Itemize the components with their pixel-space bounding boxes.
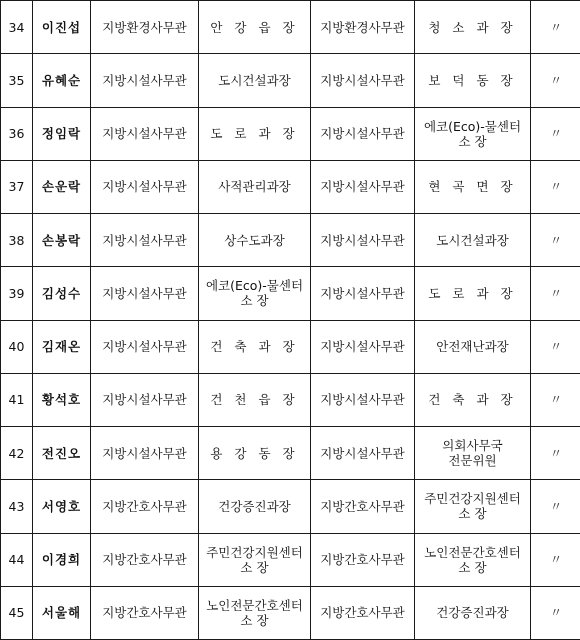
- remark-ditto-text: 〃: [550, 392, 563, 407]
- new-rank: [311, 54, 415, 107]
- row-number-text: 45: [9, 605, 25, 620]
- current-rank-text: 지방시설사무관: [102, 126, 187, 141]
- row-number-text: 39: [9, 286, 25, 301]
- table-row: [1, 267, 580, 320]
- new-position-text: 도 로 과 장: [428, 286, 516, 301]
- person-name-text: 손봉락: [42, 233, 81, 248]
- row-number-text: 37: [9, 179, 25, 194]
- new-rank: [311, 1, 415, 54]
- row-number-text: 43: [9, 499, 25, 514]
- current-rank: [91, 427, 199, 480]
- person-name: [33, 427, 91, 480]
- current-position: [199, 54, 311, 107]
- current-position-text: 주민건강지원센터 소 장: [206, 545, 303, 575]
- person-name-text: 정임락: [42, 126, 81, 141]
- new-rank-text: 지방시설사무관: [320, 446, 405, 461]
- remark-ditto: [531, 54, 580, 107]
- current-position: [199, 480, 311, 533]
- remark-ditto-text: 〃: [550, 446, 563, 461]
- remark-ditto: [531, 107, 580, 160]
- new-rank-text: 지방시설사무관: [320, 179, 405, 194]
- current-rank: [91, 1, 199, 54]
- current-rank-text: 지방시설사무관: [102, 233, 187, 248]
- current-rank-text: 지방간호사무관: [102, 552, 187, 567]
- remark-ditto-text: 〃: [550, 605, 563, 620]
- current-rank: [91, 373, 199, 426]
- table-row: [1, 480, 580, 533]
- current-rank: [91, 480, 199, 533]
- new-position-text: 에코(Eco)-물센터 소 장: [424, 119, 521, 149]
- row-number-text: 44: [9, 552, 25, 567]
- current-rank: [91, 214, 199, 267]
- new-position: [415, 54, 531, 107]
- table-row: [1, 160, 580, 213]
- new-rank-text: 지방시설사무관: [320, 392, 405, 407]
- person-name-text: 김재온: [42, 339, 81, 354]
- remark-ditto: [531, 160, 580, 213]
- person-name-text: 전진오: [42, 446, 81, 461]
- current-rank: [91, 160, 199, 213]
- row-number-text: 40: [9, 339, 25, 354]
- row-number-text: 38: [9, 233, 25, 248]
- row-number-text: 36: [9, 126, 25, 141]
- current-rank-text: 지방시설사무관: [102, 73, 187, 88]
- table-row: [1, 427, 580, 480]
- remark-ditto: [531, 320, 580, 373]
- remark-ditto-text: 〃: [550, 73, 563, 88]
- current-position-text: 안 강 읍 장: [210, 20, 298, 35]
- current-rank-text: 지방시설사무관: [102, 392, 187, 407]
- table-row: [1, 320, 580, 373]
- current-rank-text: 지방환경사무관: [102, 20, 187, 35]
- new-position: [415, 1, 531, 54]
- current-rank: [91, 533, 199, 586]
- remark-ditto-text: 〃: [550, 233, 563, 248]
- new-position: [415, 267, 531, 320]
- new-position: [415, 320, 531, 373]
- remark-ditto-text: 〃: [550, 552, 563, 567]
- table-row: [1, 107, 580, 160]
- person-name-text: 유혜순: [42, 73, 81, 88]
- new-rank: [311, 373, 415, 426]
- new-rank-text: 지방환경사무관: [320, 20, 405, 35]
- current-position-text: 상수도과장: [224, 233, 284, 248]
- row-number-text: 35: [9, 73, 25, 88]
- person-name: [33, 1, 91, 54]
- new-position: [415, 373, 531, 426]
- remark-ditto-text: 〃: [550, 339, 563, 354]
- row-number: [1, 373, 33, 426]
- table-row: [1, 373, 580, 426]
- new-position-text: 도시건설과장: [436, 233, 508, 248]
- person-name: [33, 533, 91, 586]
- current-position-text: 건 천 읍 장: [210, 392, 298, 407]
- new-rank-text: 지방시설사무관: [320, 73, 405, 88]
- new-rank: [311, 427, 415, 480]
- remark-ditto-text: 〃: [550, 20, 563, 35]
- current-position-text: 도 로 과 장: [210, 126, 298, 141]
- new-rank: [311, 214, 415, 267]
- current-position-text: 노인전문간호센터 소 장: [206, 598, 303, 628]
- person-name: [33, 160, 91, 213]
- current-position: [199, 267, 311, 320]
- new-rank-text: 지방간호사무관: [320, 605, 405, 620]
- remark-ditto: [531, 214, 580, 267]
- current-rank: [91, 320, 199, 373]
- new-position-text: 건 축 과 장: [428, 392, 516, 407]
- current-rank-text: 지방시설사무관: [102, 339, 187, 354]
- current-position-text: 건강증진과장: [218, 499, 290, 514]
- current-position-text: 건 축 과 장: [210, 339, 298, 354]
- current-rank-text: 지방간호사무관: [102, 499, 187, 514]
- current-rank: [91, 54, 199, 107]
- new-position-text: 현 곡 면 장: [428, 179, 516, 194]
- remark-ditto-text: 〃: [550, 126, 563, 141]
- row-number: [1, 1, 33, 54]
- new-position-text: 보 덕 동 장: [428, 73, 516, 88]
- remark-ditto: [531, 267, 580, 320]
- new-rank: [311, 107, 415, 160]
- current-position: [199, 1, 311, 54]
- table-row: [1, 54, 580, 107]
- table-row: [1, 1, 580, 54]
- remark-ditto: [531, 533, 580, 586]
- person-name: [33, 480, 91, 533]
- row-number: [1, 107, 33, 160]
- current-position: [199, 107, 311, 160]
- current-rank: [91, 267, 199, 320]
- row-number: [1, 480, 33, 533]
- row-number: [1, 533, 33, 586]
- current-rank-text: 지방시설사무관: [102, 446, 187, 461]
- current-position: [199, 214, 311, 267]
- new-rank-text: 지방간호사무관: [320, 552, 405, 567]
- person-name-text: 서울해: [42, 605, 81, 620]
- new-position-text: 건강증진과장: [436, 605, 508, 620]
- row-number: [1, 320, 33, 373]
- new-rank-text: 지방시설사무관: [320, 126, 405, 141]
- current-position-text: 도시건설과장: [218, 73, 290, 88]
- new-position-text: 안전재난과장: [436, 339, 508, 354]
- new-position-text: 청 소 과 장: [428, 20, 516, 35]
- new-position: [415, 107, 531, 160]
- person-name-text: 이경희: [42, 552, 81, 567]
- remark-ditto-text: 〃: [550, 499, 563, 514]
- row-number-text: 42: [9, 446, 25, 461]
- current-position: [199, 160, 311, 213]
- remark-ditto: [531, 1, 580, 54]
- current-rank-text: 지방시설사무관: [102, 286, 187, 301]
- current-position: [199, 373, 311, 426]
- person-name: [33, 107, 91, 160]
- remark-ditto: [531, 480, 580, 533]
- new-rank-text: 지방시설사무관: [320, 286, 405, 301]
- new-rank: [311, 160, 415, 213]
- row-number-text: 41: [9, 392, 25, 407]
- person-name-text: 황석호: [42, 392, 81, 407]
- remark-ditto-text: 〃: [550, 179, 563, 194]
- table-row: [1, 214, 580, 267]
- remark-ditto-text: 〃: [550, 286, 563, 301]
- new-rank: [311, 480, 415, 533]
- new-position: [415, 480, 531, 533]
- row-number: [1, 54, 33, 107]
- current-position-text: 에코(Eco)-물센터 소 장: [206, 278, 303, 308]
- new-rank: [311, 320, 415, 373]
- person-name-text: 손운락: [42, 179, 81, 194]
- row-number: [1, 267, 33, 320]
- new-position: [415, 214, 531, 267]
- current-position: [199, 533, 311, 586]
- person-name: [33, 373, 91, 426]
- new-rank-text: 지방간호사무관: [320, 499, 405, 514]
- new-rank-text: 지방시설사무관: [320, 233, 405, 248]
- table-body: [1, 1, 580, 640]
- new-rank: [311, 533, 415, 586]
- current-position: [199, 320, 311, 373]
- current-rank-text: 지방간호사무관: [102, 605, 187, 620]
- row-number: [1, 214, 33, 267]
- remark-ditto: [531, 373, 580, 426]
- current-position-text: 용 강 동 장: [210, 446, 298, 461]
- person-name-text: 김성수: [42, 286, 81, 301]
- person-name-text: 이진섭: [42, 20, 81, 35]
- person-name: [33, 267, 91, 320]
- current-rank-text: 지방시설사무관: [102, 179, 187, 194]
- new-position: [415, 427, 531, 480]
- new-rank-text: 지방시설사무관: [320, 339, 405, 354]
- new-rank: [311, 267, 415, 320]
- new-position-text: 주민건강지원센터 소 장: [424, 491, 521, 521]
- current-position-text: 사적관리과장: [218, 179, 290, 194]
- row-number: [1, 160, 33, 213]
- person-name: [33, 214, 91, 267]
- row-number-text: 34: [9, 20, 25, 35]
- new-position: [415, 533, 531, 586]
- person-name: [33, 54, 91, 107]
- new-position-text: 의회사무국 전문위원: [442, 438, 502, 468]
- current-position: [199, 427, 311, 480]
- remark-ditto: [531, 427, 580, 480]
- table-row: [1, 533, 580, 586]
- new-position-text: 노인전문간호센터 소 장: [424, 545, 521, 575]
- person-name: [33, 320, 91, 373]
- row-number: [1, 427, 33, 480]
- new-position: [415, 160, 531, 213]
- current-rank: [91, 107, 199, 160]
- person-name-text: 서영호: [42, 499, 81, 514]
